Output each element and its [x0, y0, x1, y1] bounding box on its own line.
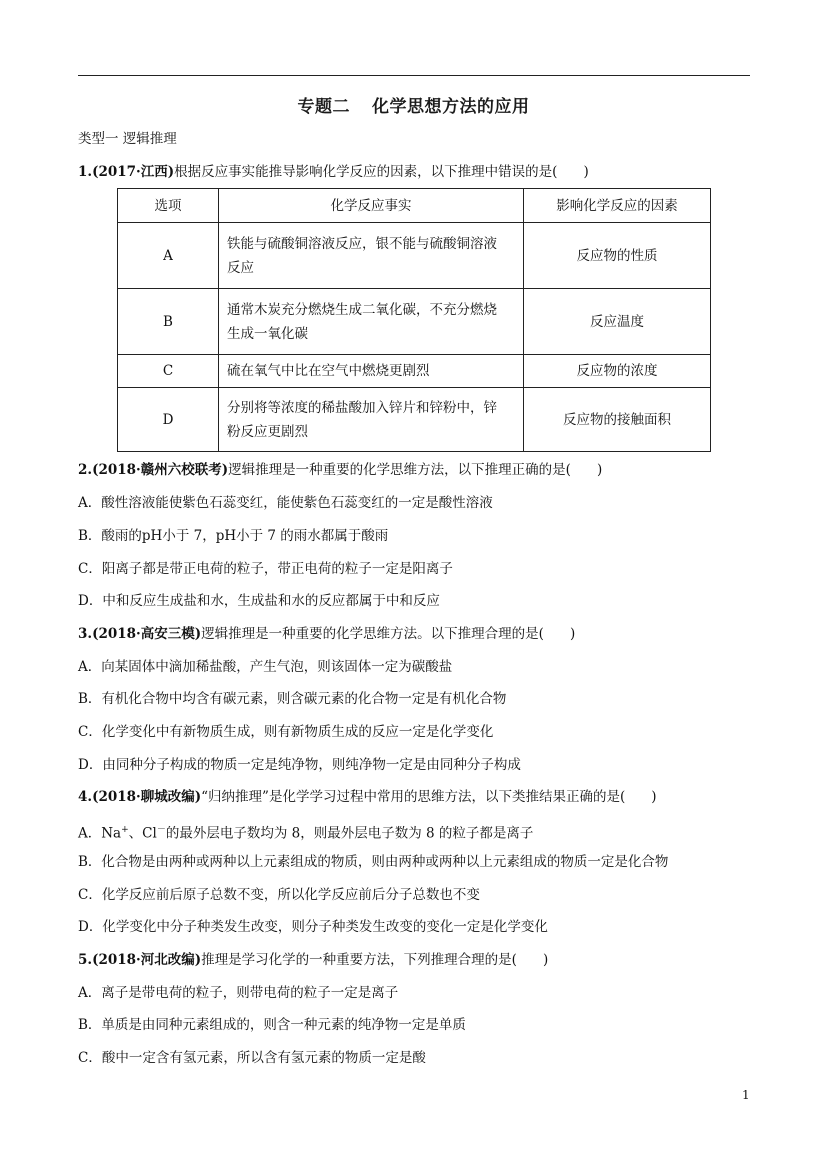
question-number: 2.	[78, 462, 93, 478]
fact-text: 通常木炭充分燃烧生成二氧化碳，不充分燃烧	[227, 301, 497, 318]
option-text: 的最外层电子数均为 8，则最外层电子数为 8 的粒子都是离子	[165, 825, 534, 842]
option-d: D．由同种分子构成的物质一定是纯净物，则纯净物一定是由同种分子构成	[78, 757, 521, 773]
option-cell: B	[118, 289, 219, 355]
option-cell: A	[118, 223, 219, 289]
page-title	[0, 92, 827, 117]
question-number: 4.	[78, 789, 93, 805]
option-b: B．酸雨的pH小于 7，pH小于 7 的雨水都属于酸雨	[78, 528, 389, 544]
option-a: A．离子是带电荷的粒子，则带电荷的粒子一定是离子	[78, 985, 399, 1001]
comparison-table	[117, 188, 711, 452]
option-cell: C	[118, 355, 219, 388]
question-text: 逻辑推理是一种重要的化学思维方法，以下推理正确的是(	[228, 462, 571, 478]
option-c: C．阳离子都是带正电荷的粒子，带正电荷的粒子一定是阳离子	[78, 561, 453, 577]
question-number: 3.	[78, 626, 93, 642]
section-heading: 类型一 逻辑推理	[78, 131, 177, 147]
table-row	[118, 289, 711, 355]
fact-cell	[219, 223, 524, 289]
option-c: C．化学变化中有新物质生成，则有新物质生成的反应一定是化学变化	[78, 724, 494, 740]
answer-paren-close: )	[542, 952, 549, 968]
option-a	[78, 821, 533, 843]
question-source: (2018·高安三模)	[92, 626, 202, 642]
answer-paren-close: )	[651, 789, 657, 805]
option-text: A．Na	[78, 825, 122, 842]
option-b: B．有机化合物中均含有碳元素，则含碳元素的化合物一定是有机化合物	[78, 691, 507, 707]
question-source: (2018·河北改编)	[92, 952, 202, 968]
factor-cell: 反应温度	[524, 289, 711, 355]
charge-superscript: －	[156, 825, 166, 835]
fact-text: 粉反应更剧烈	[227, 423, 308, 440]
question-text: 推理是学习化学的一种重要方法，下列推理合理的是(	[201, 952, 517, 968]
question-number: 1.	[78, 164, 93, 180]
question-4-stem	[78, 788, 657, 806]
option-b: B．化合物是由两种或两种以上元素组成的物质，则由两种或两种以上元素组成的物质一定是化合物	[78, 854, 669, 870]
question-source: (2018·聊城改编)	[92, 789, 202, 805]
table-header-cell: 化学反应事实	[219, 189, 524, 223]
question-source: (2018·赣州六校联考)	[92, 462, 229, 478]
title-subject: 化学思想方法的应用	[372, 97, 530, 117]
table-row	[118, 388, 711, 452]
fact-cell	[219, 388, 524, 452]
question-3-stem	[78, 625, 575, 643]
answer-paren-close: )	[569, 626, 576, 642]
fact-text: 生成一氧化碳	[227, 325, 308, 342]
question-2-stem	[78, 461, 602, 479]
answer-paren-close: )	[596, 462, 603, 478]
fact-text: 铁能与硫酸铜溶液反应，银不能与硫酸铜溶液	[227, 235, 497, 252]
table-header-cell: 选项	[118, 189, 219, 223]
table-header-cell: 影响化学反应的因素	[524, 189, 711, 223]
page-number: 1	[742, 1088, 750, 1102]
question-1-stem	[78, 163, 589, 181]
fact-cell	[219, 289, 524, 355]
fact-cell: 硫在氧气中比在空气中燃烧更剧烈	[219, 355, 524, 388]
option-a: A．酸性溶液能使紫色石蕊变红，能使紫色石蕊变红的一定是酸性溶液	[78, 495, 493, 511]
table-row	[118, 223, 711, 289]
header-rule	[78, 75, 750, 76]
question-5-stem	[78, 951, 548, 969]
option-d: D．化学变化中分子种类发生改变，则分子种类发生改变的变化一定是化学变化	[78, 919, 548, 935]
question-text: 逻辑推理是一种重要的化学思维方法。以下推理合理的是(	[201, 626, 544, 642]
fact-text: 反应	[227, 259, 254, 276]
factor-cell: 反应物的浓度	[524, 355, 711, 388]
factor-cell: 反应物的性质	[524, 223, 711, 289]
table-header-row	[118, 189, 711, 223]
option-cell: D	[118, 388, 219, 452]
question-number: 5.	[78, 952, 93, 968]
question-source: (2017·江西)	[92, 164, 175, 180]
fact-text: 分别将等浓度的稀盐酸加入锌片和锌粉中，锌	[227, 399, 497, 416]
option-c: C．化学反应前后原子总数不变，所以化学反应前后分子总数也不变	[78, 887, 480, 903]
factor-cell: 反应物的接触面积	[524, 388, 711, 452]
option-a: A．向某固体中滴加稀盐酸，产生气泡，则该固体一定为碳酸盐	[78, 659, 453, 675]
option-b: B．单质是由同种元素组成的，则含一种元素的纯净物一定是单质	[78, 1017, 466, 1033]
table-row	[118, 355, 711, 388]
option-d: D．中和反应生成盐和水，生成盐和水的反应都属于中和反应	[78, 593, 440, 609]
question-text: 根据反应事实能推导影响化学反应的因素，以下推理中错误的是(	[174, 164, 558, 180]
title-topic: 专题二	[297, 97, 350, 117]
option-c: C．酸中一定含有氢元素，所以含有氢元素的物质一定是酸	[78, 1050, 426, 1066]
answer-paren-close: )	[583, 164, 589, 180]
charge-superscript: +	[121, 825, 129, 835]
question-text: “归纳推理”是化学学习过程中常用的思维方法，以下类推结果正确的是(	[201, 789, 626, 805]
option-text: 、Cl	[128, 825, 157, 842]
